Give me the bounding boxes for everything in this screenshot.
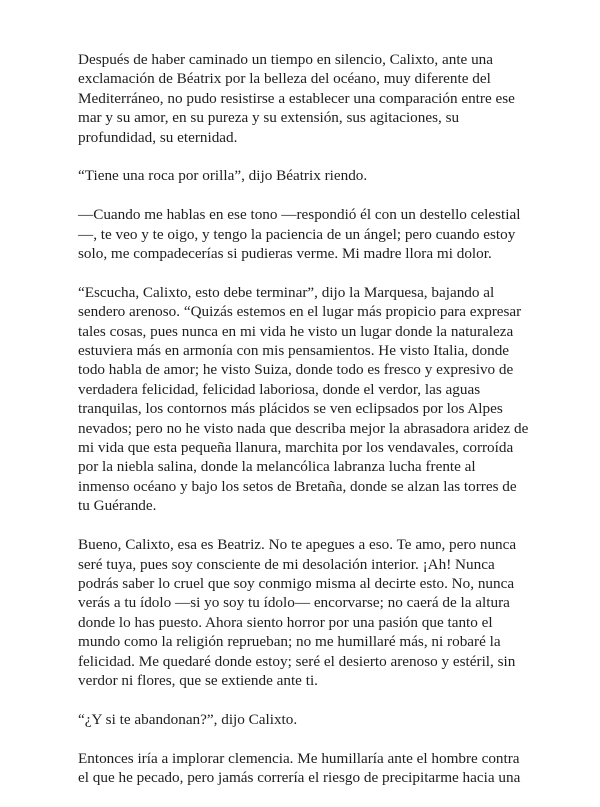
paragraph-2: “Tiene una roca por orilla”, dijo Béatrix riendo.	[78, 167, 368, 185]
paragraph-6: “¿Y si te abandonan?”, dijo Calixto.	[78, 710, 298, 728]
document-page	[78, 50, 530, 807]
paragraph-4: “Escucha, Calixto, esto debe terminar”, dijo la Marquesa, bajando al sendero arenoso. “Quizás estemos en el lugar más propicio para expresar tales cosas, pues nunca en mi vida he visto un lugar donde la naturaleza estuviera más en armonía con mis pensamientos. He visto Italia, donde todo habla de amor; he visto Suiza, donde todo es fresco y expresivo de verdadera felicidad, felicidad laboriosa, donde el verdor, las aguas tranquilas, los contornos más plácidos se ven eclipsados por los Alpes nevados; pero no he visto nada que describa mejor la abrasadora aridez de mi vida que esta pequeña llanura, marchita por los vendavales, corroída por la niebla salina, donde la melancólica labranza lucha frente al inmenso océano y bajo los setos de Bretaña, donde se alzan las torres de tu Guérande.	[78, 283, 529, 515]
paragraph-5: Bueno, Calixto, esa es Beatriz. No te apegues a eso. Te amo, pero nunca seré tuya, pues soy consciente de mi desolación interior. ¡Ah! Nunca podrás saber lo cruel que soy conmigo misma al decirte esto. No, nunca verás a tu ídolo —si yo soy tu ídolo— encorvarse; no caerá de la altura donde lo has puesto. Ahora siento horror por una pasión que tanto el mundo como la religión reprueban; no me humillaré más, ni robaré la felicidad. Me quedaré donde estoy; seré el desierto arenoso y estéril, sin verdor ni flores, que se extiende ante ti.	[78, 536, 517, 689]
paragraph-1: Después de haber caminado un tiempo en silencio, Calixto, ante una exclamación de Béatrix por la belleza del océano, muy diferente del Mediterráneo, no pudo resistirse a establecer una comparación entre ese mar y su amor, en su pureza y su extensión, sus agitaciones, su profundidad, su eternidad.	[78, 51, 515, 146]
paragraph-7: Entonces iría a implorar clemencia. Me humillaría ante el hombre contra el que he pecado, pero jamás correría el riesgo de precipitarme hacia una	[78, 749, 521, 786]
paragraph-3: —Cuando me hablas en ese tono —respondió él con un destello celestial—, te veo y te oigo, y tengo la paciencia de un ángel; pero cuando estoy solo, me compadecerías si pudieras verme. Mi madre llora mi dolor.	[78, 206, 521, 263]
